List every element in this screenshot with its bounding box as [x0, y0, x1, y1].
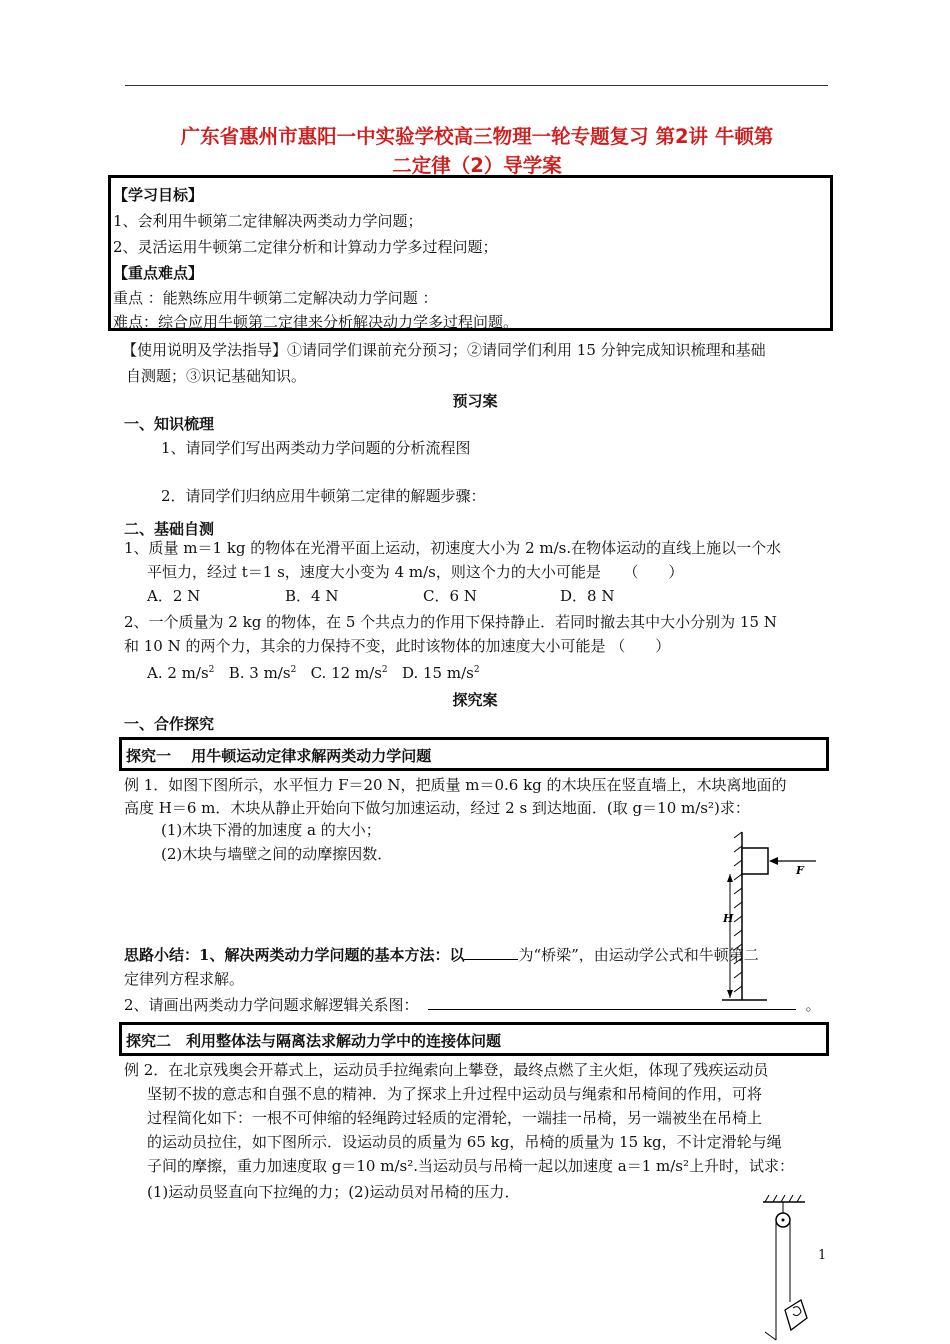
explore-box-1-label: 探究一 用牛顿运动定律求解两类动力学问题 — [126, 747, 432, 765]
ex1-line-2: 高度 H＝6 m．木块从静止开始向下做匀加速运动，经过 2 s 到达地面．(取 g＝10 m/s²)求： — [124, 799, 750, 817]
ex2-line-5: 子间的摩擦，重力加速度取 g＝10 m/s².当运动员与吊椅一起以加速度 a＝1 m/s²上升时，试求： — [147, 1157, 794, 1175]
q2-option-b: B. 3 m/s — [228, 664, 291, 682]
summary-line-2: 定律列方程求解。 — [124, 970, 245, 988]
q1-option-a: A．2 N — [147, 587, 201, 605]
summary-blank[interactable] — [464, 945, 518, 960]
ex2-line-3: 过程简化如下：一根不可伸缩的轻绳跨过轻质的定滑轮，一端挂一吊椅，另一端被坐在吊椅上 — [147, 1109, 763, 1127]
q1-option-b: B．4 N — [285, 587, 339, 605]
label-H: H — [723, 912, 734, 925]
summary-line-1 — [124, 945, 759, 965]
title-line-2: 二定律（2）导学案 — [392, 154, 562, 177]
ex2-line-2: 坚韧不拔的意志和自强不息的精神．为了探求上升过程中运动员与绳索和吊椅间的作用，可将 — [147, 1085, 763, 1103]
summary-item-2-end: 。 — [805, 996, 821, 1014]
key-heading: 【重点难点】 — [113, 264, 204, 282]
q1-option-c: C．6 N — [423, 587, 477, 605]
ex2-line-4: 的运动员拉住，如下图所示．设运动员的质量为 65 kg，吊椅的质量为 15 kg，不计定滑轮与绳 — [147, 1133, 782, 1151]
athlete-chair — [785, 1300, 807, 1330]
wall-hatching — [734, 832, 742, 1000]
figure-wall-block — [712, 830, 822, 1010]
difficult-point: 难点：综合应用牛顿第二定律来分析解决动力学多过程问题。 — [113, 313, 519, 331]
key-point: 重点 ：能熟练应用牛顿第二定解决动力学问题 ： — [113, 289, 438, 307]
ex2-line-1: 例 2．在北京残奥会开幕式上，运动员手拉绳索向上攀登，最终点燃了主火炬，体现了残疾运动员 — [124, 1061, 769, 1079]
usage-line-1: 【使用说明及学法指导】①请同学们课前充分预习；②请同学们利用 15 分钟完成知识梳理和基础 — [122, 341, 766, 359]
ceiling-hatching — [763, 1195, 805, 1202]
q2-line-1: 2、一个质量为 2 kg 的物体，在 5 个共点力的作用下保持静止．若同时撤去其中大小分别为 15 N — [124, 613, 777, 631]
summary-suffix: 为“桥梁”，由运动学公式和牛顿第二 — [518, 946, 759, 964]
summary-item-2-label: 2、请画出两类动力学问题求解逻辑关系图： — [124, 996, 419, 1014]
goals-box — [108, 175, 833, 331]
title-line-1: 广东省惠州市惠阳一中实验学校高三物理一轮专题复习 第2讲 牛顿第 — [180, 125, 774, 148]
knowledge-item-1: 1、请同学们写出两类动力学问题的分析流程图 — [161, 439, 471, 457]
goal-item-1: 1、会利用牛顿第二定律解决两类动力学问题； — [113, 212, 423, 230]
label-F: F — [796, 864, 804, 877]
summary-item-2 — [124, 995, 821, 1015]
explore-box-1 — [119, 737, 829, 771]
q1-option-d: D．8 N — [560, 587, 615, 605]
ex1-line-1: 例 1．如图下图所示，水平恒力 F＝20 N，把质量 m＝0.6 kg 的木块压在竖直墙上，木块离地面的 — [124, 776, 787, 794]
figure-pulley-chair — [755, 1192, 815, 1342]
explore-box-2-label: 探究二 利用整体法与隔离法求解动力学中的连接体问题 — [126, 1032, 502, 1050]
knowledge-item-2: 2．请同学们归纳应用牛顿第二定律的解题步骤： — [161, 487, 486, 505]
goals-heading: 【学习目标】 — [113, 186, 204, 204]
q2-line-2: 和 10 N 的两个力，其余的力保持不变，此时该物体的加速度大小可能是 （ ） — [124, 637, 671, 655]
q1-line-2: 平恒力，经过 t＝1 s，速度大小变为 4 m/s，则这个力的大小可能是 （ ） — [147, 563, 684, 581]
force-arrowhead — [769, 857, 778, 865]
preview-heading: 预习案 — [452, 392, 498, 410]
logic-diagram-blank[interactable] — [428, 995, 796, 1010]
header-rule — [125, 85, 828, 86]
height-arrow-top — [727, 874, 733, 882]
usage-line-2: 自测题；③识记基础知识。 — [126, 367, 307, 385]
section-cooperate: 一、合作探究 — [124, 715, 215, 733]
goal-item-2: 2、灵活运用牛顿第二定律分析和计算动力学多过程问题； — [113, 238, 498, 256]
q2-option-c: C. 12 m/s — [310, 664, 382, 682]
explore-box-2 — [119, 1022, 829, 1056]
pulley-axle — [782, 1219, 785, 1222]
page-number: 1 — [818, 1248, 827, 1263]
explore-heading: 探究案 — [452, 691, 498, 709]
q2-option-a: A. 2 m/s — [147, 664, 209, 682]
ex1-question-2: (2)木块与墙壁之间的动摩擦因数． — [161, 845, 393, 863]
wooden-block — [742, 848, 768, 874]
chair-leg — [765, 1332, 776, 1340]
ex2-line-6: (1)运动员竖直向下拉绳的力；(2)运动员对吊椅的压力． — [147, 1183, 520, 1201]
section-knowledge: 一、知识梳理 — [124, 415, 215, 433]
athlete-figure — [793, 1307, 801, 1316]
q1-line-1: 1、质量 m＝1 kg 的物体在光滑平面上运动，初速度大小为 2 m/s.在物体运动的直线上施以一个水 — [124, 539, 782, 557]
section-selftest: 二、基础自测 — [124, 520, 215, 538]
q2-option-d: D. 15 m/s — [401, 664, 474, 682]
ex1-question-1: (1)木块下滑的加速度 a 的大小； — [161, 821, 381, 839]
q2-options: A. 2 $m/s^2$ B. 3 $m/s^2$ C. 12 $m/s^2$ D. 15 $m/s^2$ — [147, 664, 480, 682]
document-title — [120, 122, 834, 180]
summary-prefix: 思路小结：1、解决两类动力学问题的基本方法：以 — [124, 946, 465, 964]
